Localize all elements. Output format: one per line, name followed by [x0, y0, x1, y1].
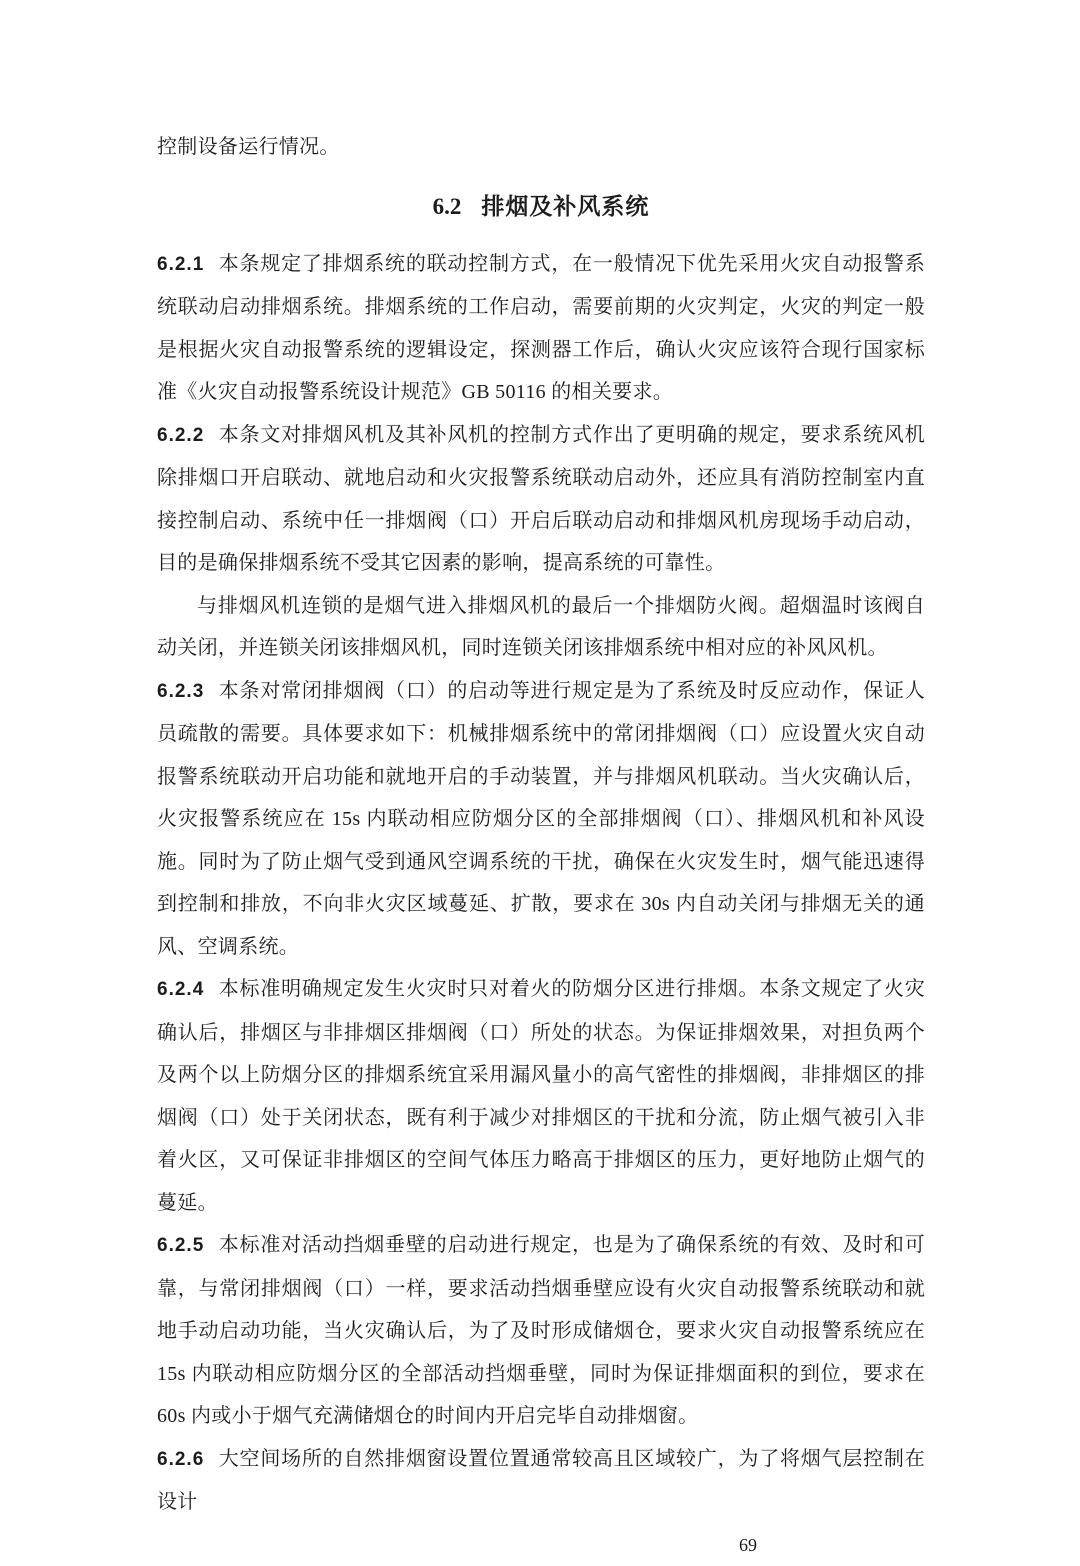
page-number: 69 [157, 1524, 925, 1566]
clause-number: 6.2.1 [157, 254, 204, 275]
clause-number: 6.2.6 [157, 1449, 204, 1470]
continuation-paragraph [157, 585, 925, 670]
clause-paragraph-6-2-1 [157, 243, 925, 414]
clause-number: 6.2.3 [157, 681, 204, 702]
clause-paragraph-6-2-5 [157, 1224, 925, 1438]
clause-number: 6.2.5 [157, 1235, 204, 1256]
section-heading-title: 排烟及补风系统 [481, 194, 649, 219]
clause-text: 本条对常闭排烟阀（口）的启动等进行规定是为了系统及时反应动作，保证人员疏散的需要。具体要求如下：机械排烟系统中的常闭排烟阀（口）应设置火灾自动报警系统联动开启功能和就地开启的手动装置，并与排烟风机联动。当火灾确认后，火灾报警系统应在 15s 内联动相应防烟分区的全部排烟阀（口）、排烟风机和补风设施。同时为了防止烟气受到通风空调系统的干扰，确保在火灾发生时，烟气能迅速得到控制和排放，不向非火灾区域蔓延、扩散，要求在 30s 内自动关闭与排烟无关的通风、空调系统。 [157, 680, 925, 958]
clause-text: 与排烟风机连锁的是烟气进入排烟风机的最后一个排烟防火阀。超烟温时该阀自动关闭，并连锁关闭该排烟风机，同时连锁关闭该排烟系统中相对应的补风风机。 [157, 595, 925, 660]
clause-text: 本标准明确规定发生火灾时只对着火的防烟分区进行排烟。本条文规定了火灾确认后，排烟区与非排烟区排烟阀（口）所处的状态。为保证排烟效果，对担负两个及两个以上防烟分区的排烟系统宜采用漏风量小的高气密性的排烟阀，非排烟区的排烟阀（口）处于关闭状态，既有利于减少对排烟区的干扰和分流，防止烟气被引入非着火区，又可保证非排烟区的空间气体压力略高于排烟区的压力，更好地防止烟气的蔓延。 [157, 978, 925, 1214]
clause-text: 本条文对排烟风机及其补风机的控制方式作出了更明确的规定，要求系统风机除排烟口开启联动、就地启动和火灾报警系统联动启动外，还应具有消防控制室内直接控制启动、系统中任一排烟阀（口）开启后联动启动和排烟风机房现场手动启动，目的是确保排烟系统不受其它因素的影响，提高系统的可靠性。 [157, 424, 925, 575]
clause-paragraph-6-2-2 [157, 414, 925, 585]
clause-number: 6.2.2 [157, 425, 204, 446]
section-heading [157, 191, 925, 223]
clause-number: 6.2.4 [157, 979, 204, 1000]
clause-text: 本标准对活动挡烟垂壁的启动进行规定，也是为了确保系统的有效、及时和可靠，与常闭排烟阀（口）一样，要求活动挡烟垂壁应设有火灾自动报警系统联动和就地手动启动功能，当火灾确认后，为了及时形成储烟仓，要求火灾自动报警系统应在 15s 内联动相应防烟分区的全部活动挡烟垂壁，同时为保证排烟面积的到位，要求在 60s 内或小于烟气充满储烟仓的时间内开启完毕自动排烟窗。 [157, 1234, 925, 1427]
leading-paragraph-text: 控制设备运行情况。 [157, 136, 340, 158]
clause-text: 本条规定了排烟系统的联动控制方式，在一般情况下优先采用火灾自动报警系统联动启动排烟系统。排烟系统的工作启动，需要前期的火灾判定，火灾的判定一般是根据火灾自动报警系统的逻辑设定，探测器工作后，确认火灾应该符合现行国家标准《火灾自动报警系统设计规范》GB 50116 的相关要求。 [157, 253, 925, 404]
clause-text: 大空间场所的自然排烟窗设置位置通常较高且区域较广，为了将烟气层控制在设计 [157, 1448, 925, 1514]
section-heading-number: 6.2 [433, 194, 462, 219]
clause-paragraph-6-2-6 [157, 1438, 925, 1524]
leading-paragraph [157, 126, 925, 169]
clause-paragraph-6-2-3 [157, 670, 925, 969]
clause-paragraph-6-2-4 [157, 968, 925, 1224]
